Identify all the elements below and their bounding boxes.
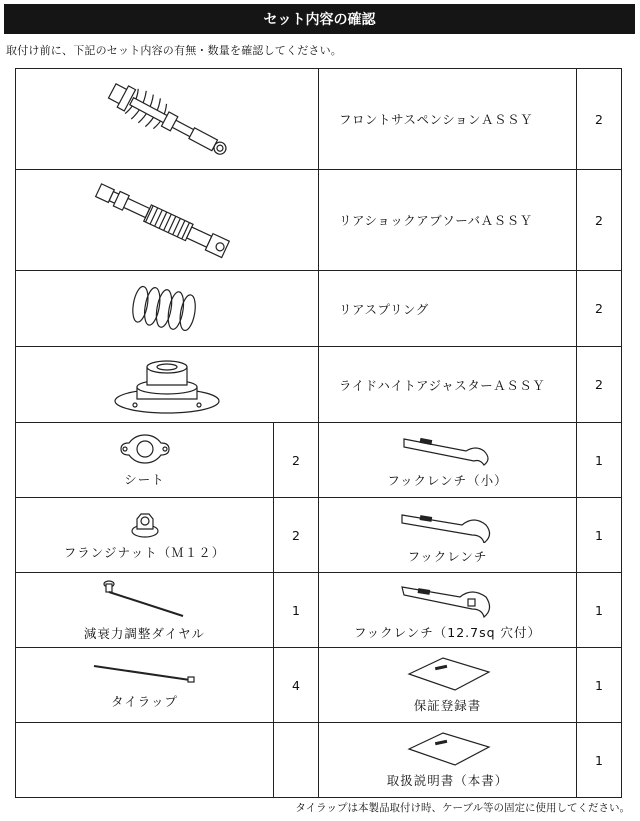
table-row (16, 723, 622, 798)
item-name: 取扱説明書（本書） (386, 773, 509, 788)
table-row (16, 423, 622, 498)
item-qty: 1 (577, 498, 622, 573)
item-name: リアショックアブソーバＡＳＳＹ (319, 170, 577, 271)
item-qty: 2 (274, 498, 319, 573)
sheet-gasket-icon (115, 432, 175, 466)
footer-note: タイラップは本製品取付け時、ケーブル等の固定に使用してください。 (295, 802, 630, 814)
item-qty: 2 (577, 347, 622, 423)
item-qty: 2 (274, 423, 319, 498)
item-qty: 1 (577, 423, 622, 498)
item-qty: 1 (577, 573, 622, 648)
item-name: タイラップ (110, 694, 178, 709)
item-name: ライドハイトアジャスターＡＳＳＹ (319, 347, 577, 423)
rear-spring-icon (122, 279, 212, 339)
item-qty (274, 723, 319, 798)
table-row (16, 69, 622, 170)
section-title: セット内容の確認 (4, 4, 635, 34)
hook-wrench-square-hole-icon (398, 579, 498, 619)
cable-tie-icon (90, 660, 200, 688)
item-name: フックレンチ（12.7sq 穴付） (353, 625, 542, 640)
item-qty: 1 (274, 573, 319, 648)
hook-wrench-icon (398, 505, 498, 543)
damping-adjustment-dial-icon (95, 578, 195, 620)
flange-nut-icon (130, 509, 160, 539)
rear-shock-absorber-icon (82, 173, 252, 268)
instruction-manual-icon (403, 731, 493, 767)
parts-list-table (15, 68, 622, 798)
warranty-card-icon (403, 656, 493, 692)
intro-text: 取付け前に、下記のセット内容の有無・数量を確認してください。 (6, 44, 342, 57)
item-qty: 2 (577, 170, 622, 271)
item-qty: 2 (577, 69, 622, 170)
item-qty: 4 (274, 648, 319, 723)
item-name: 保証登録書 (413, 698, 482, 713)
table-row (16, 271, 622, 347)
item-qty: 1 (577, 723, 622, 798)
table-row (16, 498, 622, 573)
item-name: 減衰力調整ダイヤル (83, 626, 206, 641)
ride-height-adjuster-icon (107, 351, 227, 419)
item-name: リアスプリング (319, 271, 577, 347)
front-suspension-assy-icon (87, 72, 247, 167)
item-name: フロントサスペンションＡＳＳＹ (319, 69, 577, 170)
item-qty: 1 (577, 648, 622, 723)
item-name: シート (124, 472, 165, 487)
item-qty: 2 (577, 271, 622, 347)
hook-wrench-small-icon (398, 431, 498, 467)
table-row (16, 573, 622, 648)
table-row (16, 170, 622, 271)
table-row (16, 347, 622, 423)
item-name: フックレンチ (407, 549, 488, 564)
table-row (16, 648, 622, 723)
item-name: フランジナット（Ｍ１２） (63, 545, 226, 560)
item-name: フックレンチ（小） (387, 473, 508, 488)
